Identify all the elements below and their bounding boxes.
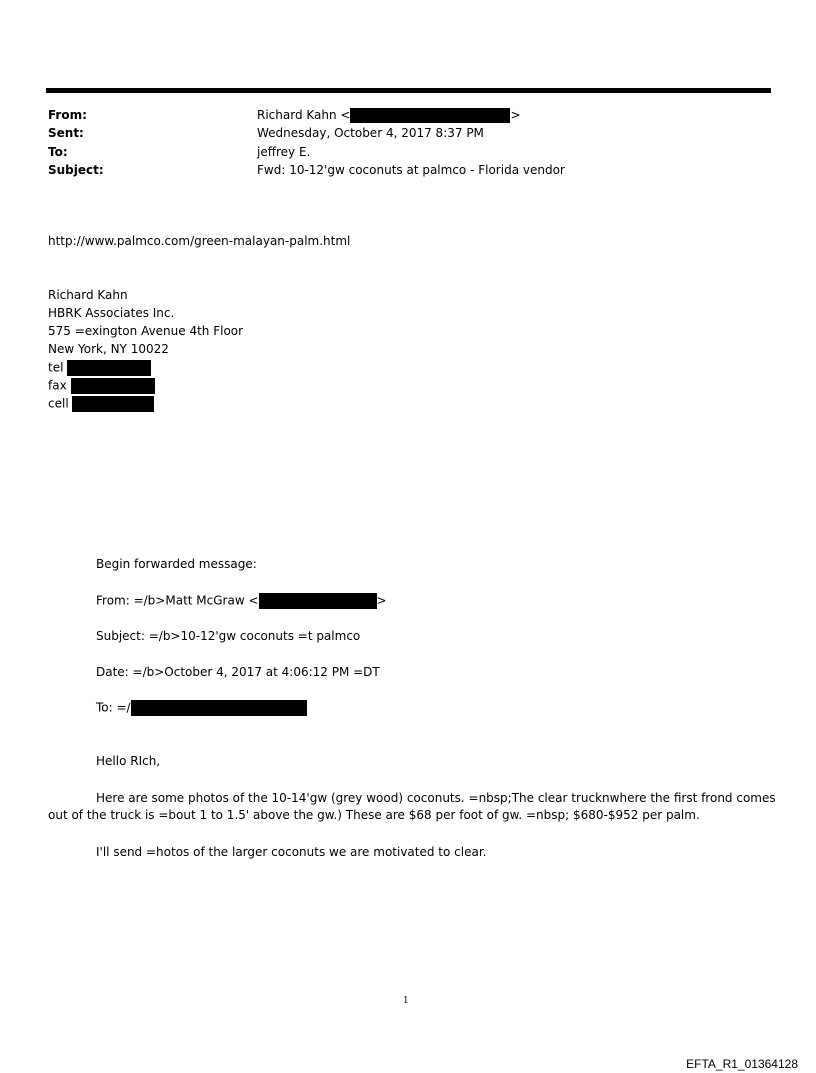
forwarded-to: To: =/ <box>96 700 307 716</box>
from-label: From: <box>48 108 87 122</box>
subject-label: Subject: <box>48 163 104 177</box>
header-rule <box>46 88 771 93</box>
signature-address-line2: New York, NY 10022 <box>48 342 169 356</box>
subject-value: Fwd: 10-12'gw coconuts at palmco - Florida vendor <box>257 163 565 177</box>
signature-fax: fax <box>48 378 155 394</box>
forwarded-date: Date: =/b>October 4, 2017 at 4:06:12 PM =DT <box>96 665 380 679</box>
sent-label: Sent: <box>48 126 84 140</box>
signature-company: HBRK Associates Inc. <box>48 306 175 320</box>
signature-tel: tel <box>48 360 151 376</box>
to-label: To: <box>48 145 68 159</box>
palmco-url: http://www.palmco.com/green-malayan-palm.html <box>48 234 351 248</box>
forwarded-subject: Subject: =/b>10-12'gw coconuts =t palmco <box>96 629 361 643</box>
page-number: 1 <box>403 996 409 1006</box>
document-id-footer: EFTA_R1_01364128 <box>686 1057 798 1071</box>
signature-name: Richard Kahn <box>48 288 128 302</box>
signature-cell: cell <box>48 396 154 412</box>
redaction-box <box>71 378 155 394</box>
from-value: Richard Kahn < > <box>257 108 521 122</box>
forwarded-intro: Begin forwarded message: <box>96 557 257 571</box>
redaction-box <box>131 700 307 716</box>
redaction-box <box>259 593 377 609</box>
signature-address-line1: 575 =exington Avenue 4th Floor <box>48 324 244 338</box>
greeting: Hello RIch, <box>96 754 161 768</box>
sent-value: Wednesday, October 4, 2017 8:37 PM <box>257 126 484 140</box>
message-paragraph-2: I'll send =hotos of the larger coconuts we are motivated to clear. <box>96 845 487 859</box>
redaction-box <box>350 108 510 123</box>
to-value: jeffrey E. <box>257 145 311 159</box>
forwarded-from: From: =/b>Matt McGraw < > <box>96 593 387 608</box>
message-paragraph-1: Here are some photos of the 10-14'gw (grey wood) coconuts. =nbsp;The clear trucknwhere the first frond comes out of the truck is =bout 1 to 1.5' above the gw.) These are $68 per foot of gw. =nbsp; $680-$952 per palm. <box>48 791 776 822</box>
redaction-box <box>67 360 151 376</box>
redaction-box <box>72 396 154 412</box>
